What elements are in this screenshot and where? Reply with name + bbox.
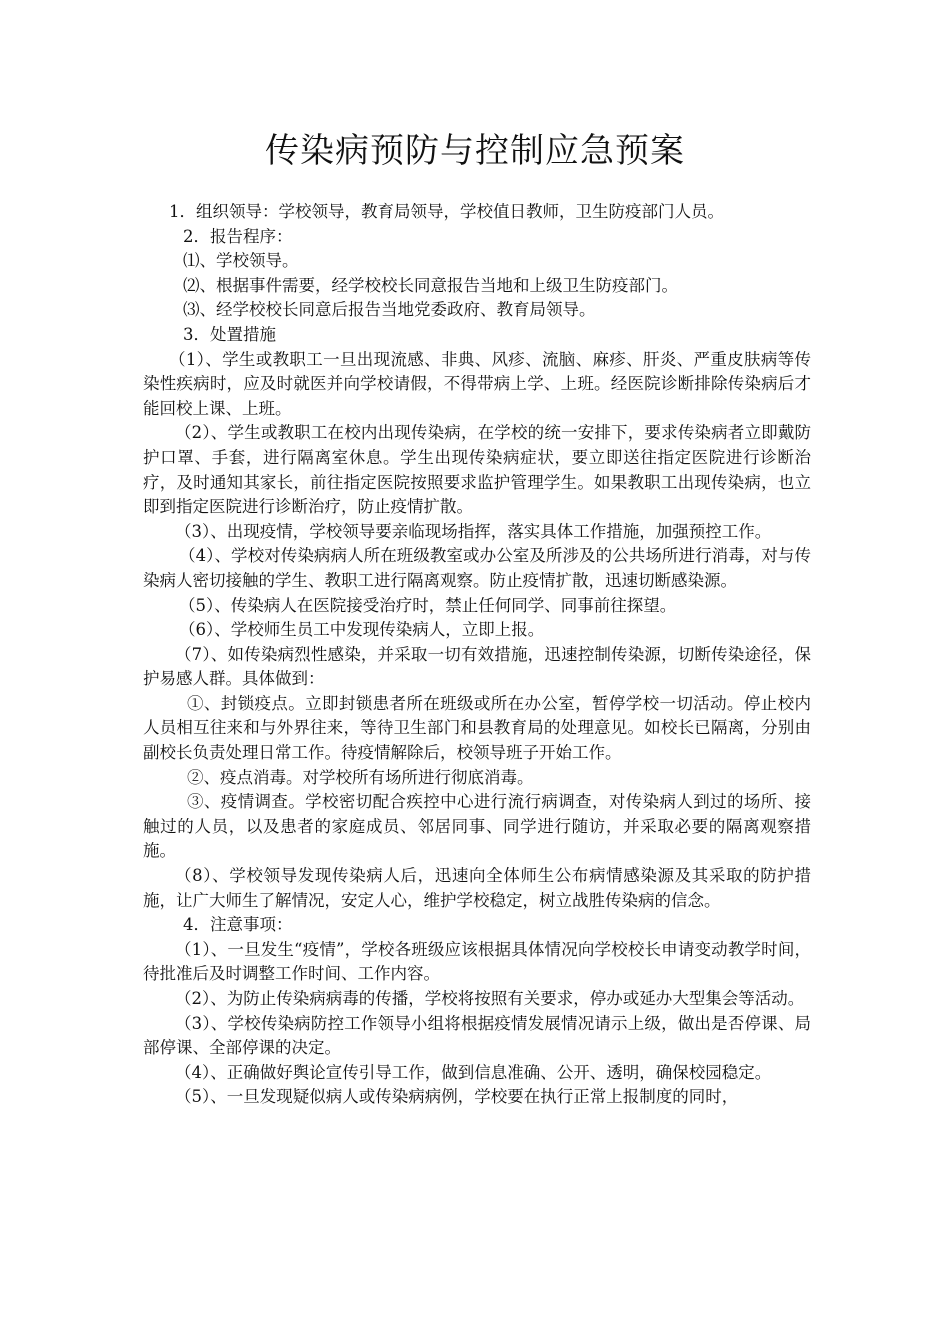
document-title: 传染病预防与控制应急预案 [265,131,685,171]
paragraph-note-1: （1）、一旦发生“疫情”，学校各班级应该根据具体情况向学校校长申请变动教学时间，待批准后及时调整工作时间、工作内容。 [143,939,811,984]
paragraph-note-2: （2）、为防止传染病病毒的传播，学校将按照有关要求，停办或延办大型集会等活动。 [175,989,805,1008]
heading-notes: 4．注意事项： [183,915,293,935]
paragraph-note-5: （5）、一旦发现疑似病人或传染病病例，学校要在执行正常上报制度的同时， [175,1087,739,1107]
heading-reporting-procedure: 2．报告程序： [183,226,293,246]
paragraph-measure-8: （8）、学校领导发现传染病人后，迅速向全体师生公布病情感染源及其采取的防护措施，让广大师生了解情况，安定人心，维护学校稳定，树立战胜传染病的信念。 [143,866,811,910]
paragraph-measure-1: （1）、学生或教职工一旦出现流感、非典、风疹、流脑、麻疹、肝炎、严重皮肤病等传染性疾病时，应及时就医并向学校请假，不得带病上学、上班。经医院诊断排除传染病后才能回校上课、上班。 [143,349,811,418]
paragraph-report-step-3: ⑶、经学校校长同意后报告当地党委政府、教育局领导。 [183,300,596,320]
paragraph-measure-3: （3）、出现疫情，学校领导要亲临现场指挥，落实具体工作措施，加强预控工作。 [175,521,772,541]
paragraph-measure-5: （5）、传染病人在医院接受治疗时，禁止任何同学、同事前往探望。 [179,595,677,615]
heading-disposal-measures: 3．处置措施 [183,324,276,344]
paragraph-report-step-1: ⑴、学校领导。 [183,251,299,271]
paragraph-measure-4: （4）、学校对传染病病人所在班级教室或办公室及所涉及的公共场所进行消毒，对与传染病人密切接触的学生、教职工进行隔离观察。防止疫情扩散，迅速切断感染源。 [143,546,811,590]
paragraph-measure-7: （7）、如传染病烈性感染，并采取一切有效措施，迅速控制传染源，切断传染途径，保护易感人群。具体做到： [143,644,811,689]
paragraph-report-step-2: ⑵、根据事件需要，经学校校长同意报告当地和上级卫生防疫部门。 [183,275,678,295]
paragraph-note-3: （3）、学校传染病防控工作领导小组将根据疫情发展情况请示上级，做出是否停课、局部停课、全部停课的决定。 [143,1013,811,1058]
document-body [143,200,811,1110]
paragraph-measure-7-item-1: ①、封锁疫点。立即封锁患者所在班级或所在办公室，暂停学校一切活动。停止校内人员相互往来和与外界往来，等待卫生部门和县教育局的处理意见。如校长已隔离，分别由副校长负责处理日常工作。待疫情解除后，校领导班子开始工作。 [143,693,811,763]
paragraph-organization-leadership: 1．组织领导：学校领导，教育局领导，学校值日教师，卫生防疫部门人员。 [169,202,724,221]
paragraph-measure-6: （6）、学校师生员工中发现传染病人，立即上报。 [179,620,545,640]
paragraph-note-4: （4）、正确做好舆论宣传引导工作，做到信息准确、公开、透明，确保校园稳定。 [175,1062,772,1082]
paragraph-measure-2: （2）、学生或教职工在校内出现传染病，在学校的统一安排下，要求传染病者立即戴防护口罩、手套，进行隔离室休息。学生出现传染病症状，要立即送往指定医院进行诊断治疗，及时通知其家长，前往指定医院按照要求监护管理学生。如果教职工出现传染病，也立即到指定医院进行诊断治疗，防止疫情扩散。 [143,423,811,517]
paragraph-measure-7-item-2: ②、疫点消毒。对学校所有场所进行彻底消毒。 [187,767,534,787]
paragraph-measure-7-item-3: ③、疫情调查。学校密切配合疾控中心进行流行病调查，对传染病人到过的场所、接触过的人员，以及患者的家庭成员、邻居同事、同学进行随访，并采取必要的隔离观察措施。 [143,792,811,861]
